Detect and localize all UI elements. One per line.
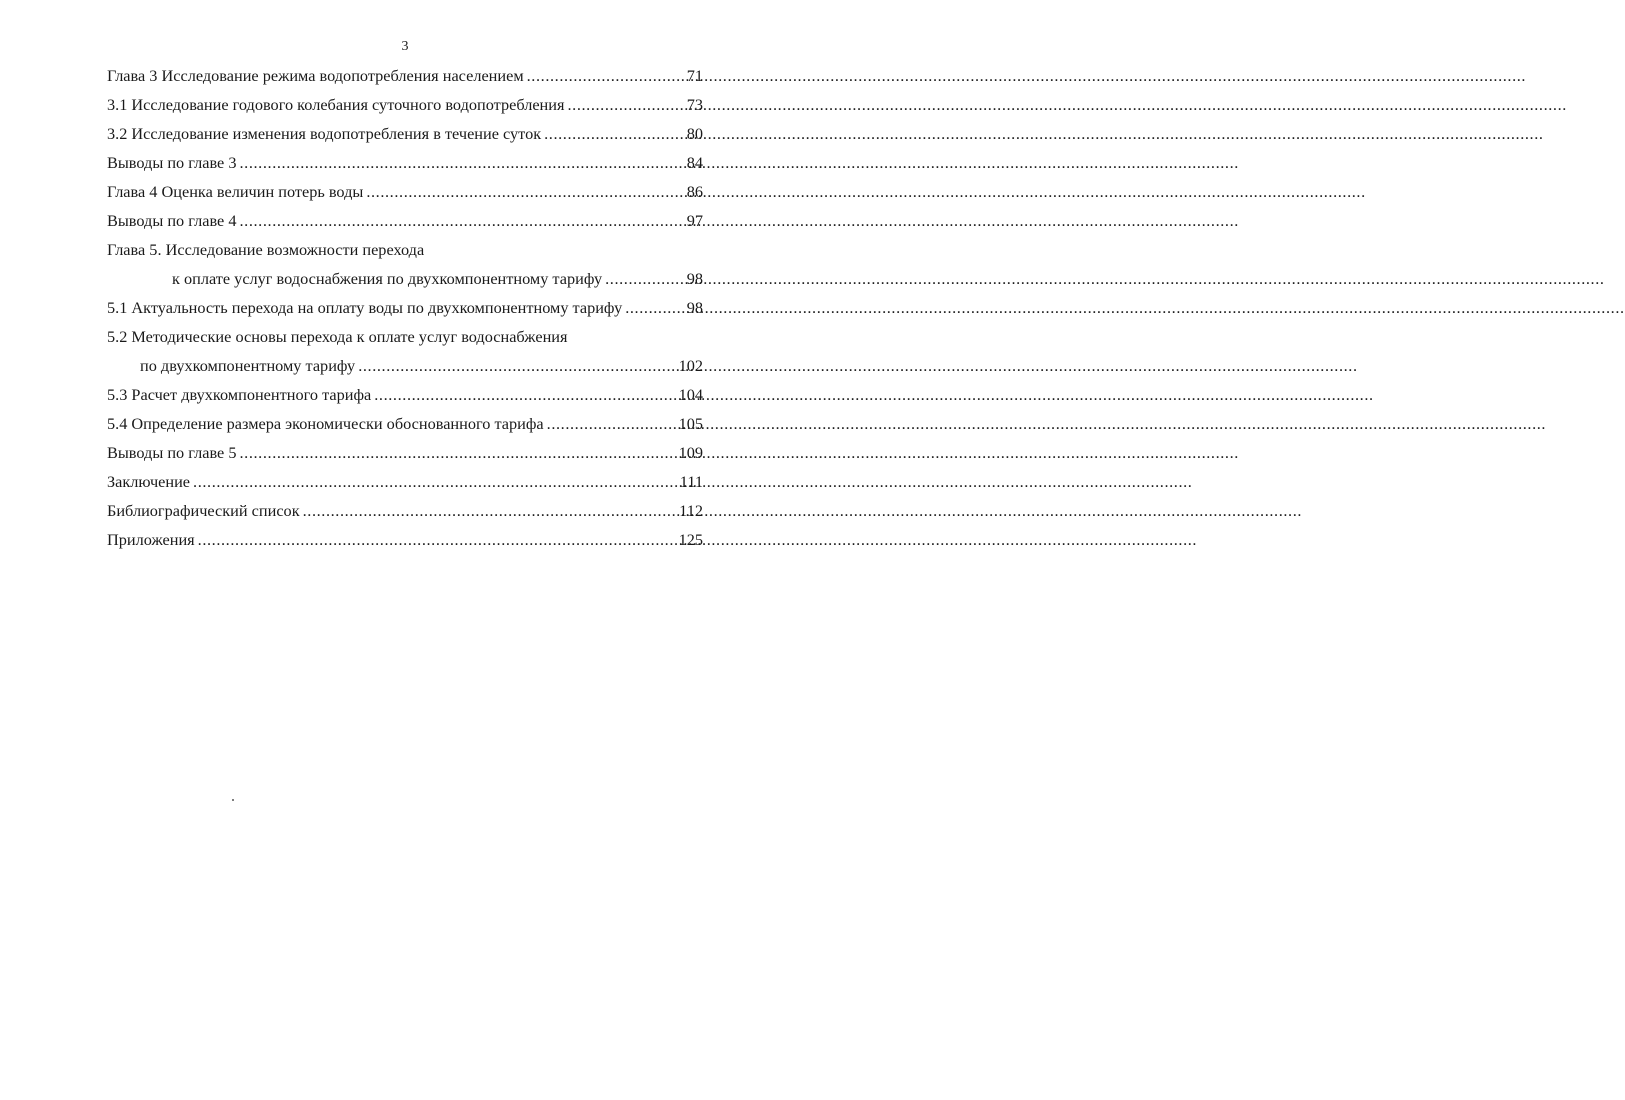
toc-entry-title: Глава 3 Исследование режима водопотребления населением [107,66,524,85]
toc-entry-title: Глава 5. Исследование возможности перехода [107,240,425,259]
dot-leader [358,351,675,380]
toc-entry-page: 97 [686,211,703,230]
toc-entry[interactable] [107,119,703,148]
dot-leader [193,467,677,496]
dot-leader [605,264,684,293]
toc-entry-first-line[interactable] [107,235,703,264]
toc-entry-title: 5.1 Актуальность перехода на оплату воды по двухкомпонентному тарифу [107,298,623,317]
toc-entry-continuation-text: к оплате услуг водоснабжения по двухкомпонентному тарифу [172,269,603,288]
toc-entry-title: Библиографический список [107,501,300,520]
toc-entry[interactable] [107,380,703,409]
toc-entry-title: Глава 4 Оценка величин потерь воды [107,182,364,201]
toc-entry[interactable] [107,496,703,525]
toc-entry-title: 5.3 Расчет двухкомпонентного тарифа [107,385,372,404]
toc-entry-title: Выводы по главе 4 [107,211,237,230]
toc-entry[interactable] [107,206,703,235]
dot-leader [547,409,676,438]
toc-entry-page: 125 [678,530,703,549]
dot-leader [527,61,684,90]
toc-entry[interactable] [107,177,703,206]
toc-entry[interactable] [107,438,703,467]
toc-entry-page: 109 [678,443,703,462]
toc-entry-continuation[interactable] [107,351,703,380]
toc-entry-page: 102 [678,356,703,375]
toc-entry[interactable] [107,467,703,496]
dot-leader [240,206,684,235]
toc-entry-continuation-text: по двухкомпонентному тарифу [140,356,356,375]
toc-entry-page: 112 [679,501,703,520]
toc-entry-page: 73 [686,95,703,114]
toc-entry[interactable] [107,90,703,119]
dot-leader [240,438,676,467]
toc-entry[interactable] [107,148,703,177]
toc-entry[interactable] [107,61,703,90]
toc-entry-title: 5.2 Методические основы перехода к оплате услуг водоснабжения [107,327,568,346]
toc-entry-page: 111 [679,472,703,491]
dot-leader [374,380,675,409]
dot-leader [240,148,684,177]
toc-entry-page: 80 [686,124,703,143]
toc-entry-page: 71 [686,66,703,85]
toc-entry-page: 84 [686,153,703,172]
toc-entry-title: 3.1 Исследование годового колебания суточного водопотребления [107,95,565,114]
toc-entry-page: 86 [686,182,703,201]
dot-leader [303,496,677,525]
toc-entry-title: Выводы по главе 5 [107,443,237,462]
dot-leader [544,119,684,148]
toc-entry[interactable] [107,409,703,438]
toc-entry[interactable] [107,293,703,322]
page-number: 3 [401,39,409,54]
toc-entry-title: 3.2 Исследование изменения водопотребления в течение суток [107,124,542,143]
table-of-contents [107,61,703,554]
toc-entry-page: 104 [678,385,703,404]
dot-leader [366,177,683,206]
toc-entry-continuation[interactable] [107,264,703,293]
dot-leader [625,293,684,322]
toc-entry-page: 98 [686,269,703,288]
toc-entry-page: 98 [686,298,703,317]
toc-entry-title: 5.4 Определение размера экономически обоснованного тарифа [107,414,544,433]
dot-leader [198,525,676,554]
toc-entry-title: Приложения [107,530,195,549]
toc-entry[interactable] [107,525,703,554]
scan-speck [232,799,234,801]
toc-entry-title: Выводы по главе 3 [107,153,237,172]
dot-leader [567,90,683,119]
toc-entry-title: Заключение [107,472,191,491]
toc-entry-first-line[interactable] [107,322,703,351]
toc-entry-page: 105 [678,414,703,433]
